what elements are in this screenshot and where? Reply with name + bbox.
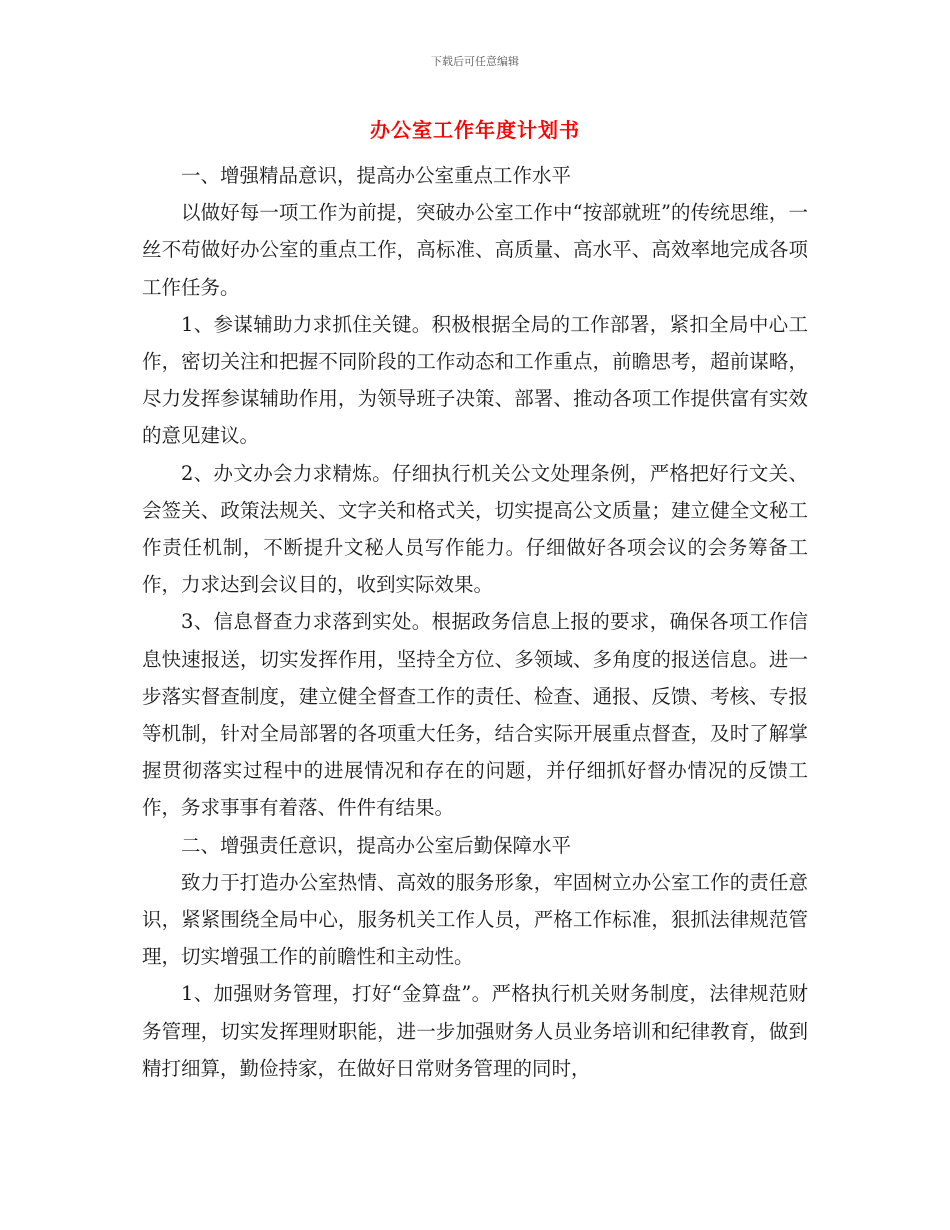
paragraph: 以做好每一项工作为前提，突破办公室工作中“按部就班”的传统思维，一丝不苟做好办公室的重点工作，高标准、高质量、高水平、高效率地完成各项工作任务。: [142, 201, 808, 299]
section-heading-2: 二、增强责任意识，提高办公室后勤保障水平: [181, 833, 572, 857]
paragraph: 2、办文办会力求精炼。仔细执行机关公文处理条例，严格把好行文关、会签关、政策法规关、文字关和格式关，切实提高公文质量；建立健全文秘工作责任机制，不断提升文秘人员写作能力。仔细做好各项会议的会务筹备工作，力求达到会议目的，收到实际效果。: [142, 461, 808, 597]
header-note: 下载后可任意编辑: [431, 55, 519, 68]
document-body: [142, 157, 808, 1087]
document-title: 办公室工作年度计划书: [370, 118, 580, 142]
paragraph: 致力于打造办公室热情、高效的服务形象，牢固树立办公室工作的责任意识，紧紧围绕全局中心，服务机关工作人员，严格工作标准，狠抓法律规范管理，切实增强工作的前瞻性和主动性。: [142, 870, 808, 969]
section-heading-1: 一、增强精品意识，提高办公室重点工作水平: [181, 164, 572, 187]
paragraph: 3、信息督查力求落到实处。根据政务信息上报的要求，确保各项工作信息快速报送，切实发挥作用，坚持全方位、多领域、多角度的报送信息。进一步落实督查制度，建立健全督查工作的责任、检查、通报、反馈、考核、专报等机制，针对全局部署的各项重大任务，结合实际开展重点督查，及时了解掌握贯彻落实过程中的进展情况和存在的问题，并仔细抓好督办情况的反馈工作，务求事事有着落、件件有结果。: [142, 610, 808, 820]
paragraph: 1、加强财务管理，打好“金算盘”。严格执行机关财务制度，法律规范财务管理，切实发挥理财职能，进一步加强财务人员业务培训和纪律教育，做到精打细算，勤俭持家，在做好日常财务管理的同时，: [142, 982, 808, 1080]
paragraph: 1、参谋辅助力求抓住关键。积极根据全局的工作部署，紧扣全局中心工作，密切关注和把握不同阶段的工作动态和工作重点，前瞻思考，超前谋略，尽力发挥参谋辅助作用，为领导班子决策、部署、推动各项工作提供富有实效的意见建议。: [142, 312, 808, 448]
